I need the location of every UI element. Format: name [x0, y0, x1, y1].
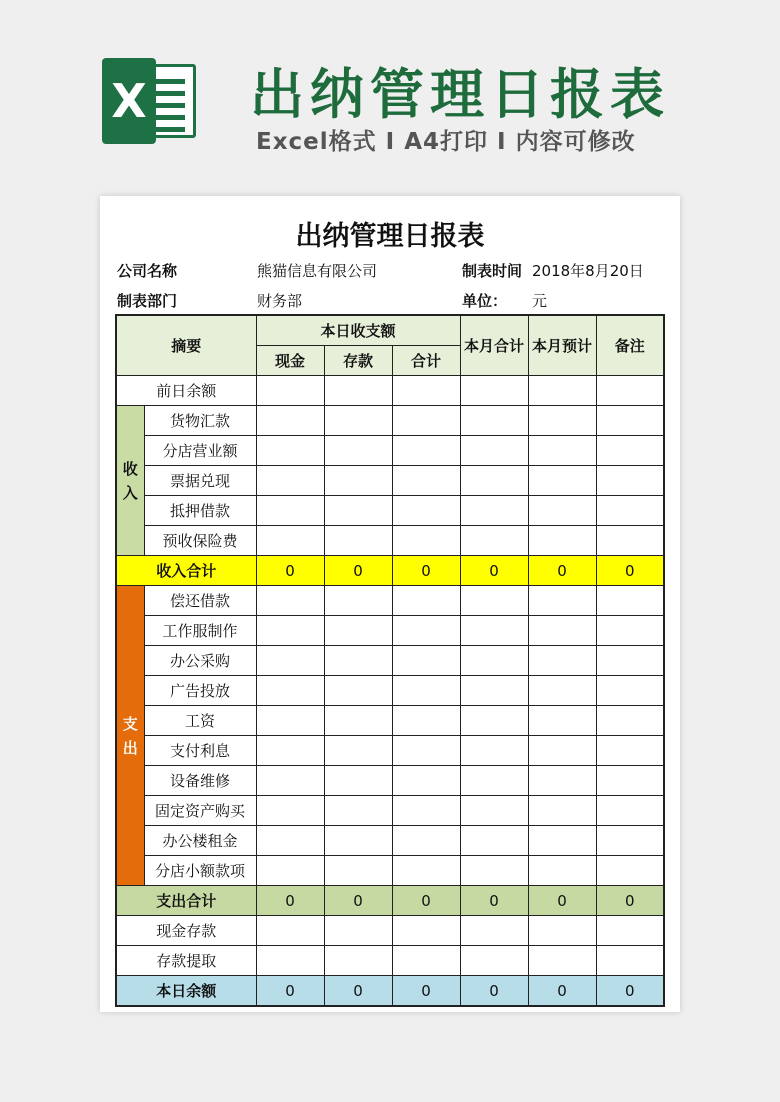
- table-row: [116, 376, 664, 406]
- table-cell: [596, 496, 664, 526]
- table-row: [116, 736, 664, 766]
- income-total-row: [116, 556, 664, 586]
- table-cell: [460, 916, 528, 946]
- table-cell: [460, 526, 528, 556]
- table-cell: [460, 406, 528, 436]
- table-cell: [256, 586, 324, 616]
- time-label: 制表时间: [462, 262, 523, 280]
- table-cell: [596, 736, 664, 766]
- header-summary: 摘要: [116, 315, 256, 376]
- table-cell: [256, 796, 324, 826]
- table-cell: [460, 796, 528, 826]
- table-cell: 0: [256, 976, 324, 1007]
- table-cell: 0: [392, 976, 460, 1007]
- table-cell: [324, 796, 392, 826]
- table-row: [116, 646, 664, 676]
- header-month-forecast: 本月预计: [528, 315, 596, 376]
- table-cell: [324, 376, 392, 406]
- expense-group-label: 支出: [116, 586, 144, 886]
- table-cell: [324, 916, 392, 946]
- header-remark: 备注: [596, 315, 664, 376]
- table-cell: [256, 466, 324, 496]
- table-row: [116, 796, 664, 826]
- table-cell: 0: [528, 556, 596, 586]
- table-row: [116, 706, 664, 736]
- banner: [0, 0, 780, 190]
- row-label: 偿还借款: [144, 586, 256, 616]
- row-label: 设备维修: [144, 766, 256, 796]
- table-cell: [256, 766, 324, 796]
- table-cell: [528, 616, 596, 646]
- table-cell: [596, 436, 664, 466]
- table-cell: [528, 916, 596, 946]
- row-label: 分店小额款项: [144, 856, 256, 886]
- table-cell: [528, 646, 596, 676]
- table-cell: [528, 766, 596, 796]
- table-cell: [324, 616, 392, 646]
- table-cell: [256, 916, 324, 946]
- table-cell: [596, 466, 664, 496]
- table-cell: [392, 646, 460, 676]
- table-cell: 0: [392, 886, 460, 916]
- table-cell: [324, 706, 392, 736]
- table-cell: [324, 586, 392, 616]
- table-cell: [528, 676, 596, 706]
- unit-label: 单位：: [462, 292, 508, 310]
- banner-title: 出纳管理日报表: [250, 63, 670, 126]
- table-row: [116, 946, 664, 976]
- table-cell: 0: [460, 886, 528, 916]
- row-label: 存款提取: [116, 946, 256, 976]
- table-cell: [324, 466, 392, 496]
- table-cell: [392, 466, 460, 496]
- table-cell: [596, 706, 664, 736]
- table-cell: [392, 616, 460, 646]
- table-row: [116, 586, 664, 616]
- row-label: 前日余额: [116, 376, 256, 406]
- table-cell: 0: [256, 886, 324, 916]
- table-cell: [528, 946, 596, 976]
- table-row: [116, 916, 664, 946]
- table-cell: [392, 766, 460, 796]
- header-daily-group: 本日收支额: [256, 315, 460, 346]
- expense-total-row: [116, 886, 664, 916]
- table-cell: [256, 436, 324, 466]
- table-cell: 0: [596, 976, 664, 1007]
- table-cell: [392, 916, 460, 946]
- table-cell: [392, 826, 460, 856]
- table-cell: [324, 826, 392, 856]
- excel-icon: [102, 58, 200, 144]
- header-total: 合计: [392, 346, 460, 376]
- table-cell: [528, 826, 596, 856]
- report-sheet: [100, 196, 680, 1012]
- table-cell: [256, 676, 324, 706]
- dept-label: 制表部门: [117, 292, 178, 310]
- table-cell: [256, 946, 324, 976]
- balance-row-label: 本日余额: [116, 976, 256, 1007]
- table-cell: [596, 646, 664, 676]
- income-group-label: 收入: [116, 406, 144, 556]
- table-cell: [324, 646, 392, 676]
- table-cell: [528, 796, 596, 826]
- table-cell: [460, 466, 528, 496]
- table-row: [116, 436, 664, 466]
- table-cell: [256, 406, 324, 436]
- table-cell: [460, 646, 528, 676]
- table-cell: [392, 376, 460, 406]
- table-cell: [392, 406, 460, 436]
- table-cell: [324, 526, 392, 556]
- document-title: 出纳管理日报表: [295, 221, 485, 252]
- table-cell: 0: [528, 886, 596, 916]
- table-cell: [528, 436, 596, 466]
- table-cell: 0: [256, 556, 324, 586]
- table-cell: 0: [392, 556, 460, 586]
- table-row: [116, 406, 664, 436]
- table-cell: [392, 586, 460, 616]
- row-label: 现金存款: [116, 916, 256, 946]
- table-cell: [460, 946, 528, 976]
- table-cell: 0: [324, 556, 392, 586]
- table-cell: [460, 436, 528, 466]
- table-cell: [324, 676, 392, 706]
- table-cell: [324, 766, 392, 796]
- table-cell: [256, 616, 324, 646]
- table-cell: [256, 646, 324, 676]
- table-cell: 0: [324, 976, 392, 1007]
- table-cell: [596, 526, 664, 556]
- table-cell: [596, 946, 664, 976]
- row-label: 办公采购: [144, 646, 256, 676]
- table-cell: [392, 796, 460, 826]
- company-value: 熊猫信息有限公司: [257, 262, 378, 280]
- table-cell: [596, 766, 664, 796]
- table-cell: [528, 466, 596, 496]
- table-cell: [596, 856, 664, 886]
- table-row: [116, 766, 664, 796]
- table-cell: [392, 706, 460, 736]
- table-cell: [256, 826, 324, 856]
- table-cell: [256, 736, 324, 766]
- row-label: 固定资产购买: [144, 796, 256, 826]
- table-cell: [324, 406, 392, 436]
- table-cell: [324, 436, 392, 466]
- table-cell: [324, 496, 392, 526]
- unit-value: 元: [532, 292, 548, 310]
- table-cell: [528, 856, 596, 886]
- table-cell: [460, 586, 528, 616]
- table-cell: [256, 496, 324, 526]
- dept-value: 财务部: [257, 292, 303, 310]
- table-cell: 0: [324, 886, 392, 916]
- row-label: 工资: [144, 706, 256, 736]
- row-label: 分店营业额: [144, 436, 256, 466]
- table-cell: [528, 406, 596, 436]
- table-cell: [392, 436, 460, 466]
- table-cell: [528, 376, 596, 406]
- table-row: [116, 826, 664, 856]
- row-label: 货物汇款: [144, 406, 256, 436]
- table-cell: [392, 736, 460, 766]
- table-cell: [596, 376, 664, 406]
- table-cell: [460, 616, 528, 646]
- header-deposit: 存款: [324, 346, 392, 376]
- table-cell: [596, 826, 664, 856]
- table-cell: [324, 856, 392, 886]
- table-cell: 0: [596, 886, 664, 916]
- table-cell: [528, 736, 596, 766]
- time-value: 2018年8月20日: [532, 262, 644, 280]
- table-cell: [460, 676, 528, 706]
- cash-report-table: [115, 314, 665, 1007]
- balance-row: [116, 976, 664, 1007]
- row-label: 办公楼租金: [144, 826, 256, 856]
- table-cell: [596, 586, 664, 616]
- income-total-row-label: 收入合计: [116, 556, 256, 586]
- table-cell: [392, 676, 460, 706]
- table-cell: [460, 706, 528, 736]
- table-cell: [596, 916, 664, 946]
- table-row: [116, 496, 664, 526]
- table-cell: 0: [596, 556, 664, 586]
- table-row: [116, 466, 664, 496]
- header-month-total: 本月合计: [460, 315, 528, 376]
- table-cell: [460, 496, 528, 526]
- table-cell: [596, 676, 664, 706]
- table-cell: [392, 856, 460, 886]
- table-cell: [528, 526, 596, 556]
- table-cell: [256, 706, 324, 736]
- row-label: 支付利息: [144, 736, 256, 766]
- table-cell: [392, 946, 460, 976]
- table-cell: [460, 736, 528, 766]
- table-cell: [528, 496, 596, 526]
- table-row: [116, 526, 664, 556]
- row-label: 预收保险费: [144, 526, 256, 556]
- table-cell: [460, 376, 528, 406]
- table-cell: [460, 856, 528, 886]
- header-cash: 现金: [256, 346, 324, 376]
- table-cell: [392, 526, 460, 556]
- table-cell: [460, 826, 528, 856]
- table-row: [116, 616, 664, 646]
- table-cell: [596, 616, 664, 646]
- table-cell: 0: [460, 976, 528, 1007]
- table-cell: [256, 526, 324, 556]
- table-row: [116, 676, 664, 706]
- table-cell: [528, 586, 596, 616]
- excel-x-letter: X: [102, 58, 156, 144]
- table-cell: [392, 496, 460, 526]
- row-label: 票据兑现: [144, 466, 256, 496]
- table-cell: [324, 946, 392, 976]
- row-label: 工作服制作: [144, 616, 256, 646]
- table-cell: 0: [528, 976, 596, 1007]
- company-label: 公司名称: [117, 262, 178, 280]
- expense-total-row-label: 支出合计: [116, 886, 256, 916]
- row-label: 广告投放: [144, 676, 256, 706]
- table-cell: [460, 766, 528, 796]
- table-cell: 0: [460, 556, 528, 586]
- table-row: [116, 856, 664, 886]
- table-cell: [596, 796, 664, 826]
- table-cell: [256, 856, 324, 886]
- banner-subtitle: Excel格式 I A4打印 I 内容可修改: [256, 129, 636, 155]
- table-cell: [256, 376, 324, 406]
- row-label: 抵押借款: [144, 496, 256, 526]
- table-cell: [528, 706, 596, 736]
- table-cell: [596, 406, 664, 436]
- table-cell: [324, 736, 392, 766]
